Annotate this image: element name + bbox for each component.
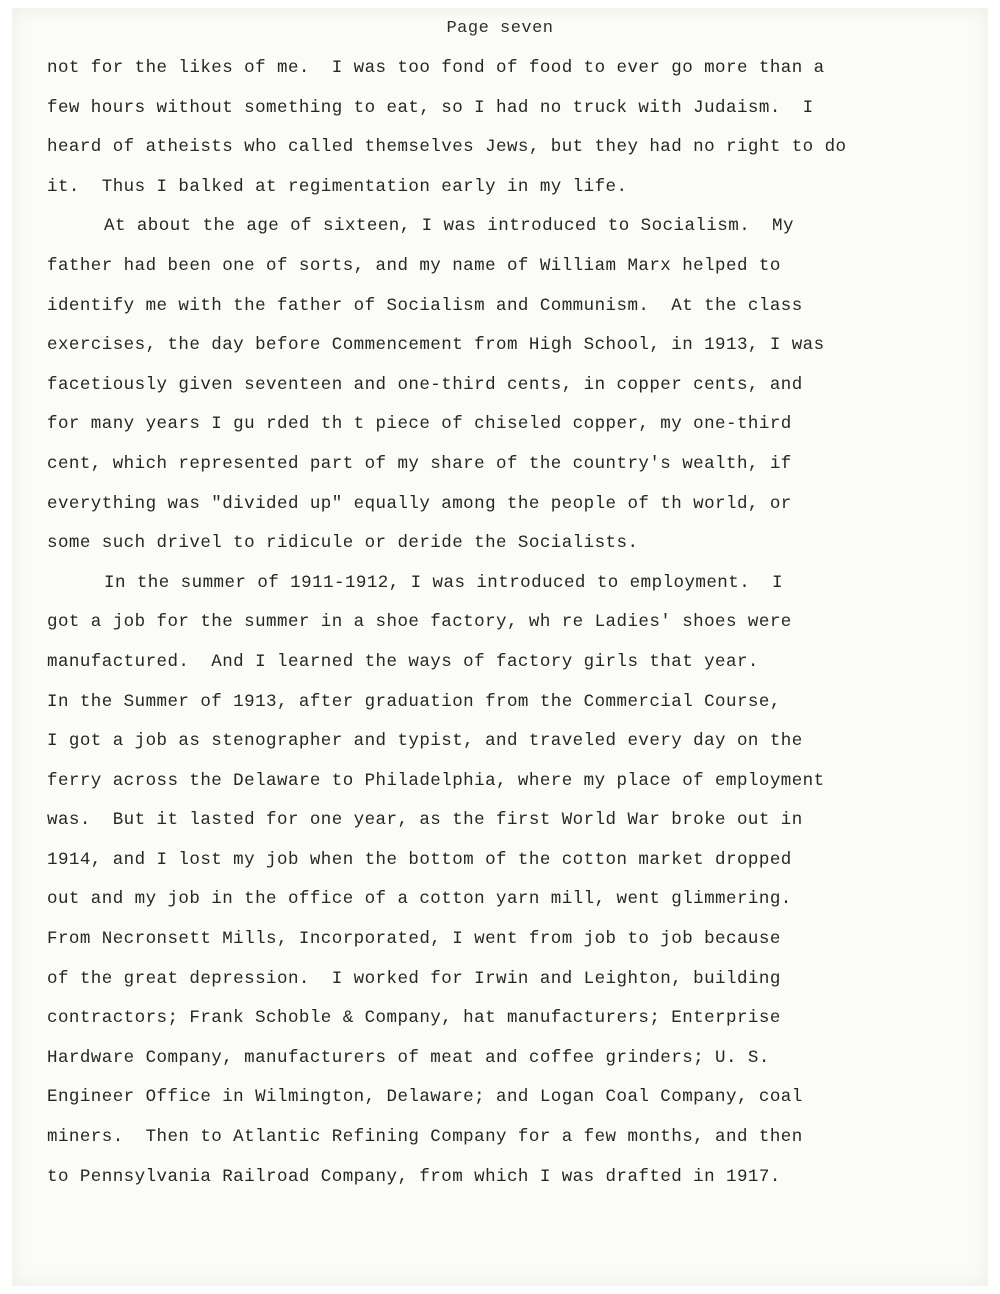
text-line: In the summer of 1911-1912, I was introduced to employment. I (104, 572, 784, 593)
text-line: At about the age of sixteen, I was introduced to Socialism. My (104, 216, 794, 237)
text-line: miners. Then to Atlantic Refining Company for a few months, and then (47, 1127, 803, 1148)
text-line: few hours without something to eat, so I had no truck with Judaism. I (47, 97, 814, 118)
text-line: contractors; Frank Schoble & Company, hat manufacturers; Enterprise (47, 1008, 781, 1029)
text-line: In the Summer of 1913, after graduation from the Commercial Course, (47, 691, 781, 712)
text-line: 1914, and I lost my job when the bottom of the cotton market dropped (47, 849, 792, 870)
text-line: Engineer Office in Wilmington, Delaware; and Logan Coal Company, coal (47, 1087, 803, 1108)
page-title: Page seven (446, 19, 554, 38)
text-line: out and my job in the office of a cotton yarn mill, went glimmering. (47, 889, 792, 910)
text-line: it. Thus I balked at regimentation early in my life. (47, 176, 628, 197)
text-line: Hardware Company, manufacturers of meat and coffee grinders; U. S. (47, 1047, 770, 1068)
text-line: some such drivel to ridicule or deride the Socialists. (47, 533, 639, 554)
text-line: manufactured. And I learned the ways of factory girls that year. (47, 651, 759, 672)
text-line: identify me with the father of Socialism and Communism. At the class (47, 295, 803, 316)
text-line: was. But it lasted for one year, as the first World War broke out in (47, 810, 803, 831)
text-line: for many years I gu rded th t piece of chiseled copper, my one-third (47, 414, 792, 435)
text-line: I got a job as stenographer and typist, and traveled every day on the (47, 731, 803, 752)
typed-body-text (47, 54, 947, 1202)
text-line: of the great depression. I worked for Irwin and Leighton, building (47, 968, 781, 989)
text-line: got a job for the summer in a shoe factory, wh re Ladies' shoes were (47, 612, 792, 633)
text-line: to Pennsylvania Railroad Company, from which I was drafted in 1917. (47, 1166, 781, 1187)
text-line: From Necronsett Mills, Incorporated, I went from job to job because (47, 929, 781, 950)
text-line: not for the likes of me. I was too fond of food to ever go more than a (47, 58, 825, 78)
text-line: father had been one of sorts, and my name of William Marx helped to (47, 255, 781, 276)
text-line: exercises, the day before Commencement from High School, in 1913, I was (47, 335, 825, 356)
text-line: cent, which represented part of my share of the country's wealth, if (47, 453, 792, 474)
text-line: heard of atheists who called themselves Jews, but they had no right to do (47, 137, 847, 158)
text-line: facetiously given seventeen and one-third cents, in copper cents, and (47, 374, 803, 395)
text-line: everything was "divided up" equally among the people of th world, or (47, 493, 792, 514)
text-line: ferry across the Delaware to Philadelphia, where my place of employment (47, 770, 825, 791)
